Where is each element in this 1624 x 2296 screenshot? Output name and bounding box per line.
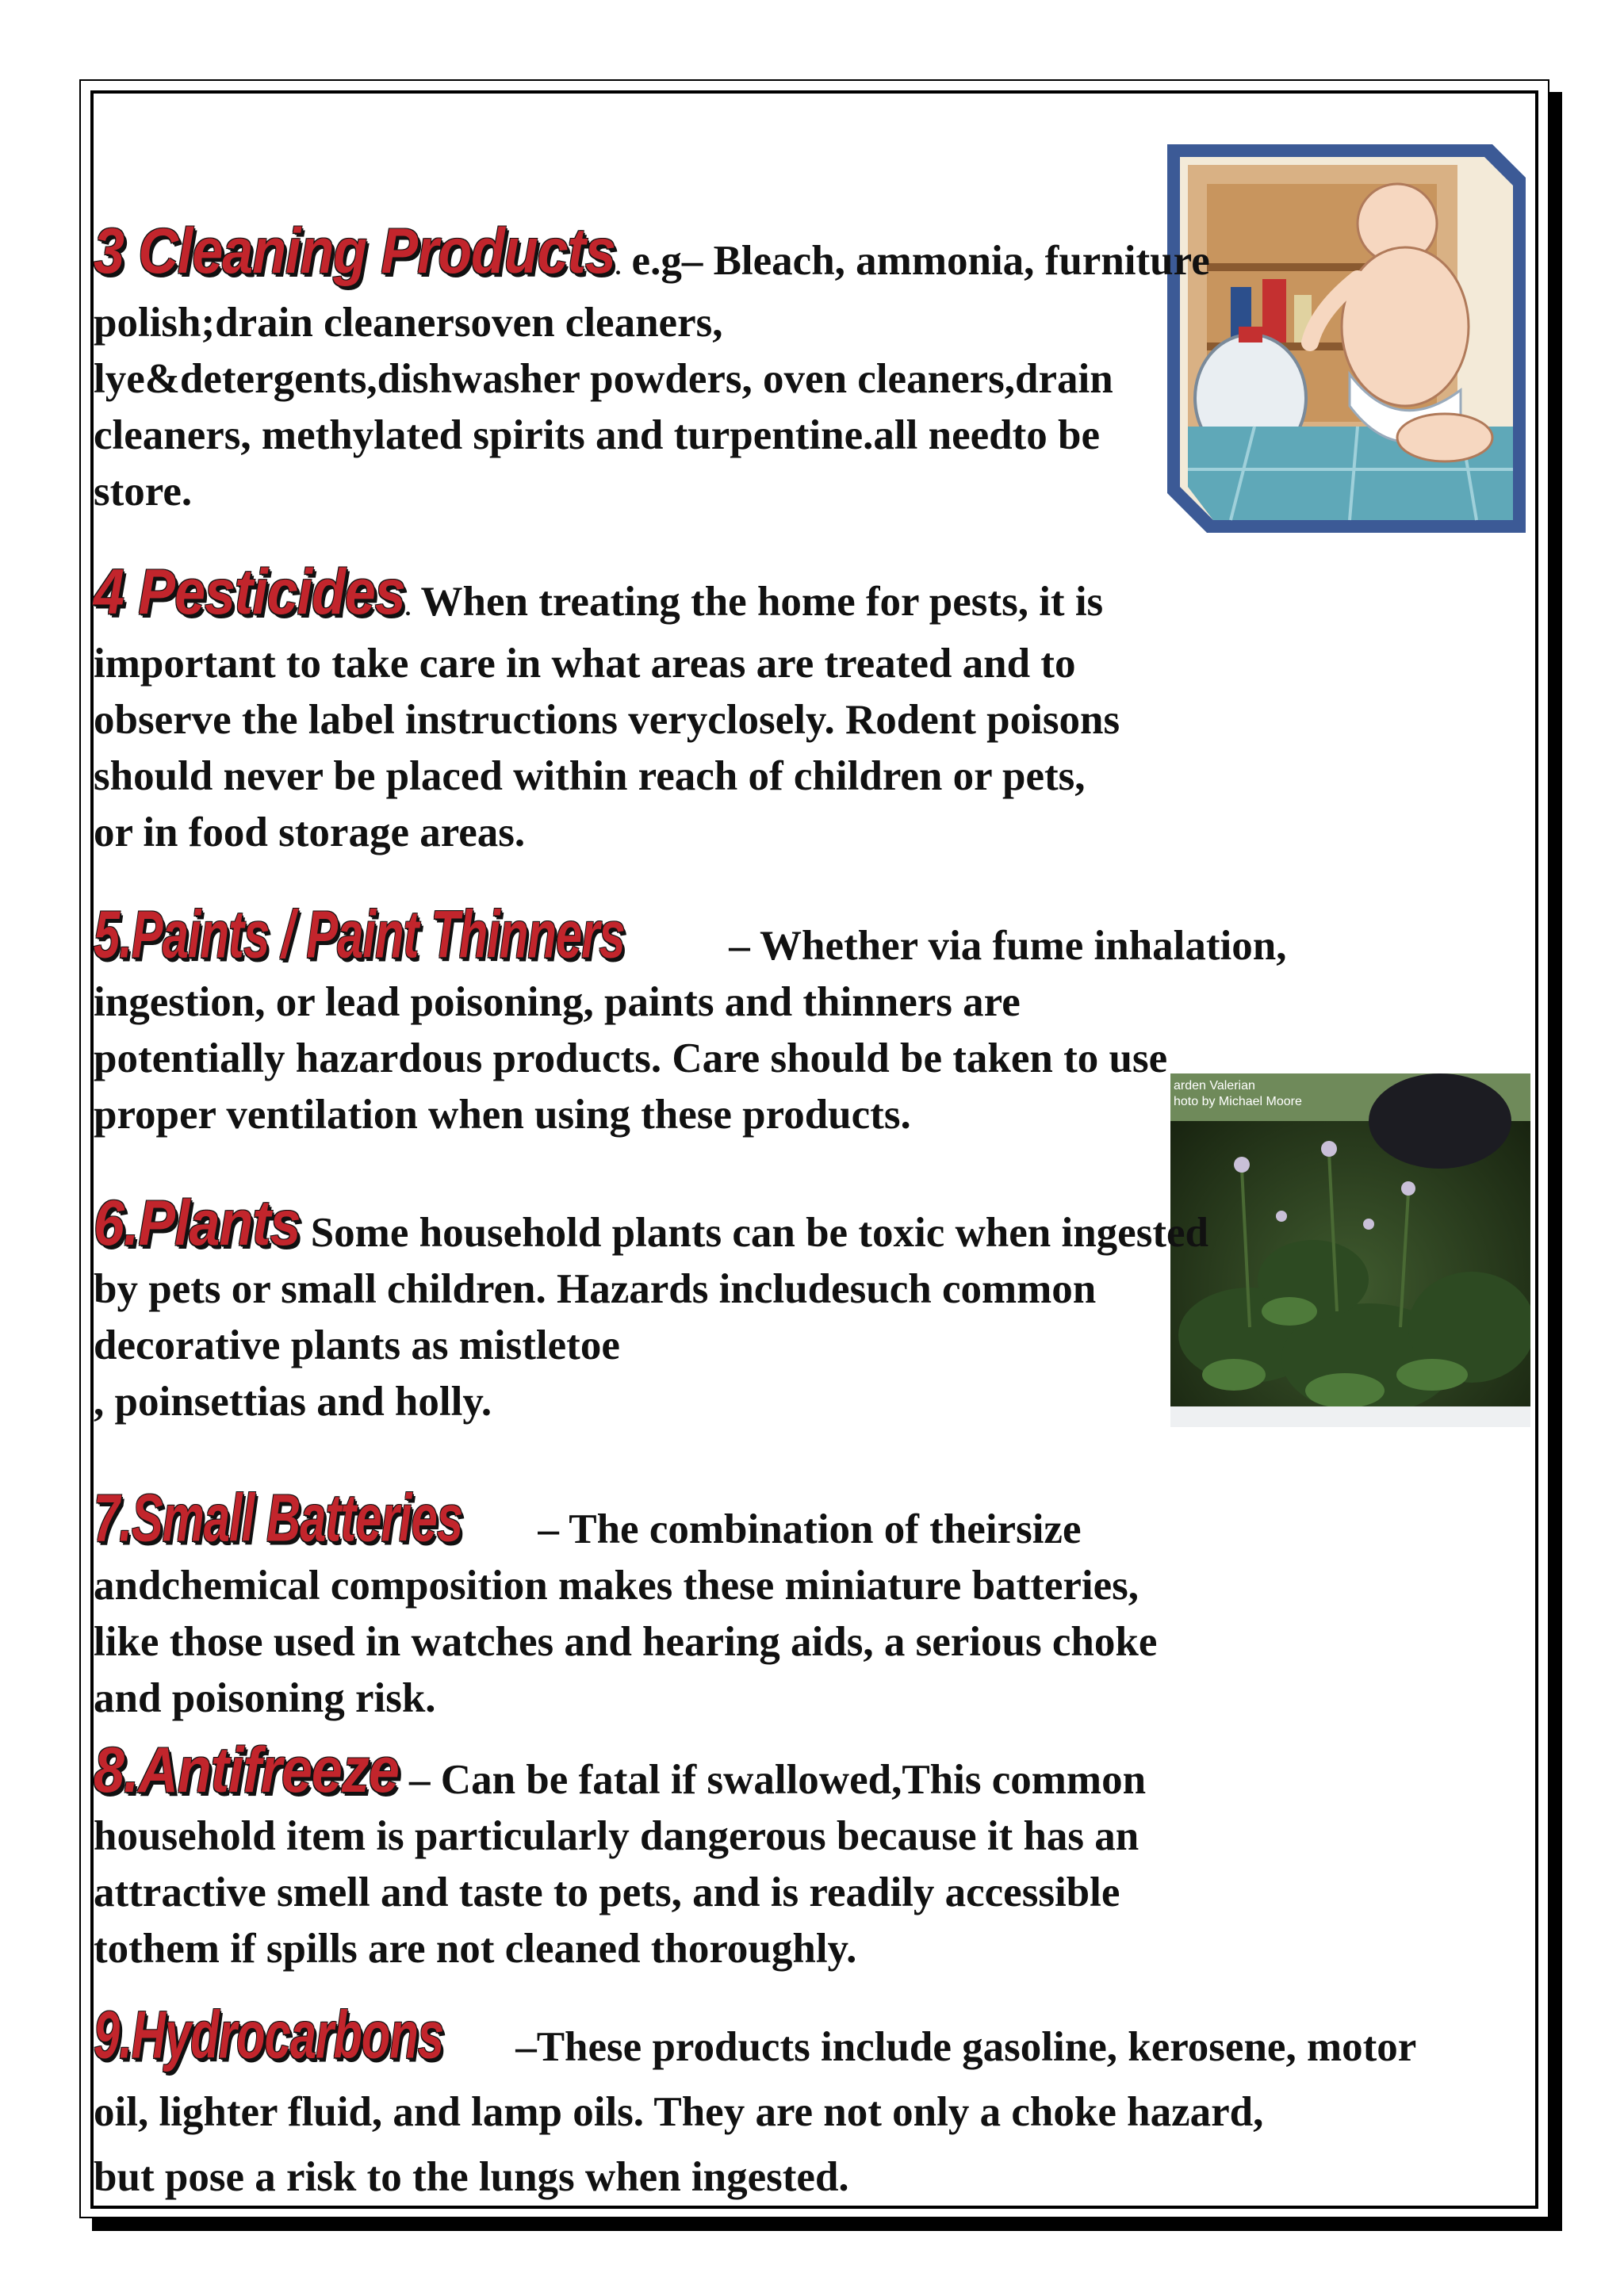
section-antifreeze	[94, 1690, 1146, 1977]
section-heading: 8.Antifreeze	[94, 1734, 399, 1806]
section-pesticides	[94, 512, 1120, 861]
section-text: – Can be fatal if swallowed,This common household item is particularly dangerous because it has an attractive smell and taste to pets, and is readily accessible tothem if spills are not cleaned thoroughly.	[94, 1757, 1147, 1972]
section-text: –These products include gasoline, kerosene, motor oil, lighter fluid, and lamp oils. They are not only a choke hazard, but pose a risk to the lungs when ingested.	[94, 2024, 1417, 2200]
section-text: – Whether via fume inhalation, ingestion, or lead poisoning, paints and thinners are potentially hazardous products. Care should be taken to use proper ventilation when using these products.	[94, 923, 1287, 1138]
section-heading: 6.Plants	[94, 1187, 301, 1259]
section-plants	[94, 1143, 1208, 1430]
section-heading: 7.Small Batteries	[94, 1481, 463, 1556]
section-heading: 9.Hydrocarbons	[94, 1998, 444, 2072]
section-heading: 4 Pesticides	[94, 556, 405, 628]
section-text: When treating the home for pests, it is important to take care in what areas are treated and to observe the label instructions veryclosely. Rodent poisons should never be placed within reach of children or pets, or in food storage areas.	[94, 579, 1120, 855]
section-heading: 5.Paints / Paint Thinners	[94, 897, 625, 972]
section-text: e.g– Bleach, ammonia, furniture polish;drain cleanersoven cleaners, lye&detergents,dishwasher powders, oven cleaners,drain cleaners, methylated spirits and turpentine.all needto be store.	[94, 238, 1210, 515]
section-small-batteries	[94, 1440, 1157, 1727]
heading-dot: .	[404, 595, 412, 621]
plant-caption-line-1: arden Valerian	[1174, 1079, 1255, 1093]
section-text: – The combination of theirsize andchemical composition makes these miniature batteries, like those used in watches and hearing aids, a serious choke and poisoning risk.	[94, 1506, 1158, 1721]
section-hydrocarbons	[94, 1944, 1416, 2210]
section-text: Some household plants can be toxic when ingested by pets or small children. Hazards includesuch common decorative plants as mistletoe , poinsettias and holly.	[94, 1210, 1208, 1425]
page-content	[94, 94, 1534, 2202]
section-heading: 3 Cleaning Products	[94, 215, 615, 287]
section-paints	[94, 856, 1287, 1143]
plant-caption-line-2: hoto by Michael Moore	[1174, 1095, 1302, 1108]
section-cleaning-products	[94, 171, 1210, 520]
heading-dot: .	[615, 254, 622, 280]
